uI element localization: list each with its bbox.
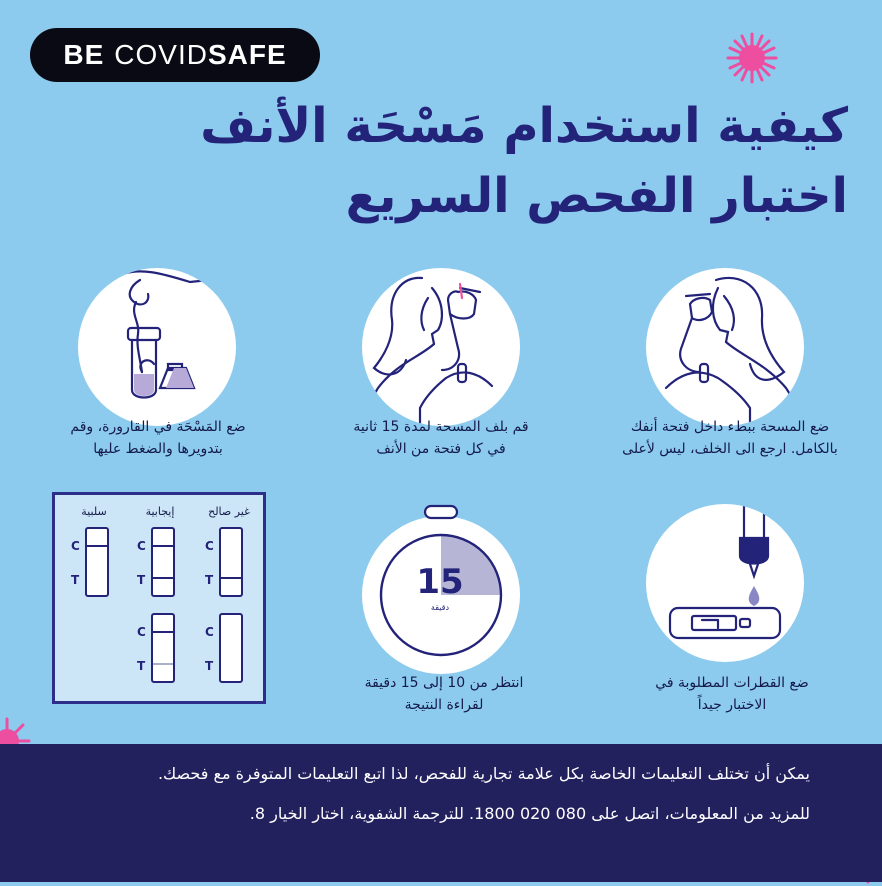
step2-caption-line2: في كل فتحة من الأنف bbox=[376, 441, 506, 457]
step4-caption bbox=[632, 672, 832, 716]
step4-caption-line2: الاختبار جيداً bbox=[697, 697, 767, 713]
test-results-panel bbox=[52, 492, 266, 704]
page-title-line1: كيفية استخدام مَسْحَة الأنف bbox=[200, 98, 848, 154]
c-label: C bbox=[71, 539, 80, 553]
footer-line2: للمزيد من المعلومات، اتصل على 080 020 1800. للترجمة الشفوية، اختار الخيار 8. bbox=[249, 804, 810, 823]
step5-caption bbox=[348, 672, 540, 716]
t-label: T bbox=[137, 659, 146, 673]
stopwatch-knob-icon bbox=[422, 504, 460, 520]
badge-be: BE bbox=[63, 39, 105, 70]
step1-caption-line1: ضع المسحة ببطء داخل فتحة أنفك bbox=[630, 419, 830, 435]
c-label: C bbox=[137, 539, 146, 553]
step2-caption-line1: قم بلف المسحة لمدة 15 ثانية bbox=[353, 419, 529, 435]
step4-caption-line1: ضع القطرات المطلوبة في bbox=[655, 675, 809, 691]
result-strip-positive-1 bbox=[151, 527, 175, 597]
result-strip-positive-2 bbox=[151, 613, 175, 683]
footer-line1: يمكن أن تختلف التعليمات الخاصة بكل علامة تجارية للفحص، لذا اتبع التعليمات المتوفرة مع فحصك. bbox=[157, 764, 810, 783]
virus-icon bbox=[724, 30, 780, 86]
c-label: C bbox=[205, 625, 214, 639]
result-strip-invalid-2 bbox=[219, 613, 243, 683]
c-label: C bbox=[137, 625, 146, 639]
badge-covid: COVID bbox=[114, 39, 208, 70]
result-label-positive: إيجابية bbox=[145, 505, 175, 518]
dropper-test-cassette-icon bbox=[646, 504, 804, 662]
t-label: T bbox=[137, 573, 146, 587]
step1-caption bbox=[620, 416, 840, 460]
result-label-negative: سلبية bbox=[81, 505, 107, 518]
step2-caption bbox=[336, 416, 546, 460]
step3-caption-line1: ضع المَسْحَة في القارورة، وقم bbox=[70, 419, 246, 435]
timer-unit: دقيقة bbox=[430, 603, 450, 612]
step5-caption-line2: لقراءة النتيجة bbox=[404, 697, 484, 713]
woman-rotating-swab-icon bbox=[362, 268, 520, 426]
c-label: C bbox=[205, 539, 214, 553]
t-label: T bbox=[205, 573, 214, 587]
step1-caption-line2: بالكامل. ارجع الى الخلف، ليس لأعلى bbox=[622, 441, 838, 457]
page-title-line2: اختبار الفحص السريع bbox=[345, 168, 848, 224]
step2-illustration bbox=[362, 268, 520, 426]
vial-swab-icon bbox=[78, 268, 236, 426]
result-label-invalid: غير صالح bbox=[208, 505, 250, 518]
be-covidsafe-badge bbox=[30, 28, 320, 82]
badge-safe: SAFE bbox=[207, 39, 287, 70]
woman-swab-icon bbox=[646, 268, 804, 426]
step3-caption-line2: بتدويرها والضغط عليها bbox=[93, 441, 223, 457]
step3-illustration bbox=[78, 268, 236, 426]
t-label: T bbox=[205, 659, 214, 673]
step4-illustration bbox=[646, 504, 804, 662]
step1-illustration bbox=[646, 268, 804, 426]
step3-caption bbox=[56, 416, 260, 460]
result-strip-negative bbox=[85, 527, 109, 597]
timer-number: 15 bbox=[416, 562, 464, 602]
t-label: T bbox=[71, 573, 80, 587]
footer-band bbox=[0, 744, 882, 882]
result-strip-invalid-1 bbox=[219, 527, 243, 597]
step5-caption-line1: انتظر من 10 إلى 15 دقيقة bbox=[364, 675, 524, 691]
